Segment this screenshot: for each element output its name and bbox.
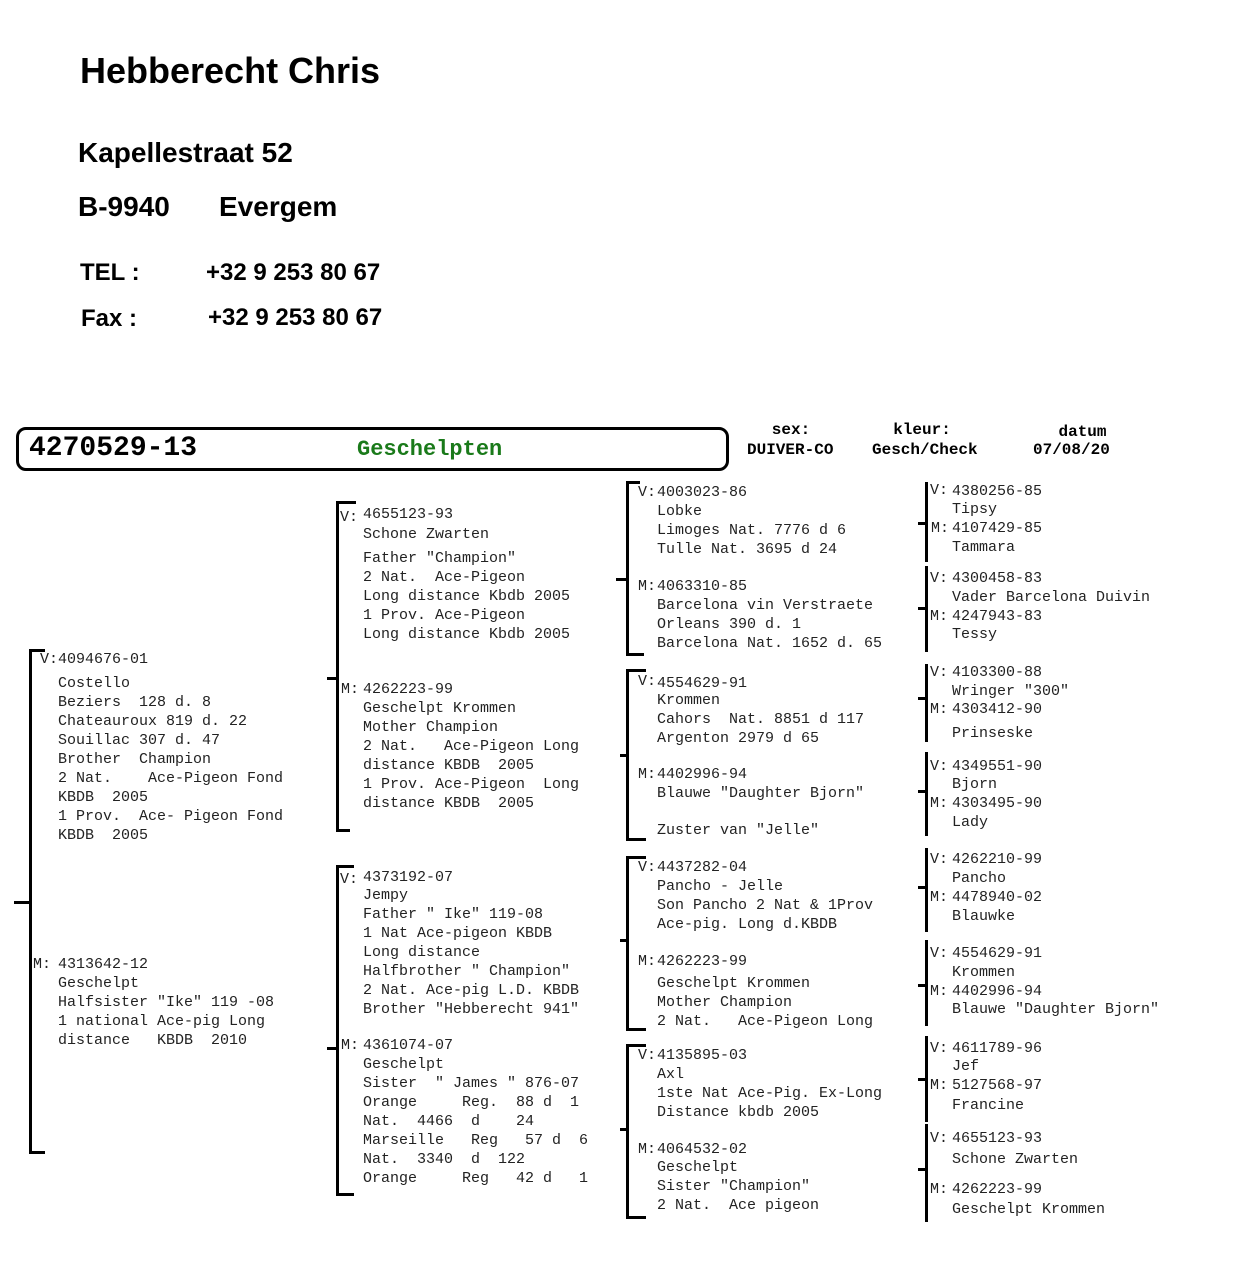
g4-15-label: M: — [930, 1181, 949, 1198]
dam-ring: 4313642-12 — [58, 956, 149, 973]
g3-5-label: M: — [638, 953, 657, 970]
sire-ring: 4094676-01 — [58, 651, 149, 668]
g3-3-ring: 4402996-94 — [657, 766, 748, 783]
g3-0-label: V: — [638, 484, 657, 501]
g4-9-name: Blauwke — [952, 908, 1016, 925]
bracket-gen4-6 — [925, 940, 928, 1026]
dam-text: Geschelpt Halfsister "Ike" 119 -08 1 national Ace-pig Long distance KBDB 2010 — [58, 975, 275, 1049]
bracket-gen4-5 — [925, 848, 928, 932]
bracket-gen3-3 — [626, 856, 629, 1031]
g4-6-name: Bjorn — [952, 776, 998, 793]
g4-1-name: Tammara — [952, 539, 1016, 556]
sire-label: V: — [40, 651, 59, 668]
ss-label: V: — [340, 509, 359, 526]
fax-label: Fax : — [81, 305, 138, 332]
dd-ring: 4361074-07 — [363, 1037, 454, 1054]
color-value: Gesch/Check — [872, 441, 978, 459]
bracket-gen4-8 — [925, 1124, 928, 1222]
g4-9-ring: 4478940-02 — [952, 889, 1043, 906]
g4-12-ring: 4611789-96 — [952, 1040, 1043, 1057]
g3-3-text: Blauwe "Daughter Bjorn" — [657, 785, 865, 802]
g4-1-label: M: — [931, 520, 950, 537]
g4-11-label: M: — [930, 983, 949, 1000]
g4-13-name: Francine — [952, 1097, 1025, 1114]
g3-2-text: Krommen Cahors Nat. 8851 d 117 Argenton 2979 d 65 — [657, 692, 865, 747]
g4-7-ring: 4303495-90 — [952, 795, 1043, 812]
g4-10-ring: 4554629-91 — [952, 945, 1043, 962]
g3-1-text: Barcelona vin Verstraete Orleans 390 d. 1 Barcelona Nat. 1652 d. 65 — [657, 597, 883, 652]
fax-number: +32 9 253 80 67 — [208, 304, 383, 331]
g4-10-label: V: — [930, 945, 949, 962]
ss-text: Father "Champion" 2 Nat. Ace-Pigeon Long distance Kbdb 2005 1 Prov. Ace-Pigeon Long distance Kbdb 2005 — [363, 550, 571, 643]
g4-0-label: V: — [930, 482, 949, 499]
g4-0-ring: 4380256-85 — [952, 483, 1043, 500]
g4-15-name: Geschelpt Krommen — [952, 1201, 1106, 1218]
g4-3-label: M: — [930, 608, 949, 625]
dam-label: M: — [33, 956, 52, 973]
g4-5-ring: 4303412-90 — [952, 701, 1043, 718]
g3-7-label: M: — [638, 1141, 657, 1158]
g4-4-name: Wringer "300" — [952, 683, 1070, 700]
sd-text: Geschelpt Krommen Mother Champion 2 Nat. Ace-Pigeon Long distance KBDB 2005 1 Prov. Ace-Pigeon Long distance KBDB 2005 — [363, 700, 580, 812]
g4-8-ring: 4262210-99 — [952, 851, 1043, 868]
g3-0-ring: 4003023-86 — [657, 484, 748, 501]
g4-14-name: Schone Zwarten — [952, 1151, 1079, 1168]
date-label: datum — [1058, 423, 1107, 441]
g4-15-ring: 4262223-99 — [952, 1181, 1043, 1198]
dd-label: M: — [341, 1037, 360, 1054]
owner-street: Kapellestraat 52 — [78, 137, 293, 168]
g4-5-name: Prinseske — [952, 725, 1034, 742]
bracket-gen2-dam — [336, 865, 339, 1196]
g4-13-label: M: — [930, 1077, 949, 1094]
g3-2-ring: 4554629-91 — [657, 675, 748, 692]
g3-1-ring: 4063310-85 — [657, 578, 748, 595]
g4-11-name: Blauwe "Daughter Bjorn" — [952, 1001, 1160, 1018]
ss-name: Schone Zwarten — [363, 526, 490, 543]
g3-2-label: V: — [638, 673, 657, 690]
ds-ring: 4373192-07 — [363, 869, 454, 886]
bracket-gen3-4 — [626, 1044, 629, 1219]
bracket-gen2-sire — [336, 501, 339, 832]
g4-12-label: V: — [930, 1040, 949, 1057]
g4-2-ring: 4300458-83 — [952, 570, 1043, 587]
owner-city: Evergem — [219, 191, 338, 222]
ss-ring: 4655123-93 — [363, 506, 454, 523]
g4-1-ring: 4107429-85 — [952, 520, 1043, 537]
g3-6-ring: 4135895-03 — [657, 1047, 748, 1064]
g4-11-ring: 4402996-94 — [952, 983, 1043, 1000]
g3-6-label: V: — [638, 1047, 657, 1064]
g4-8-name: Pancho — [952, 870, 1007, 887]
sex-value: DUIVER-CO — [747, 441, 834, 459]
g3-7-text: Geschelpt Sister "Champion" 2 Nat. Ace pigeon — [657, 1159, 820, 1214]
bracket-gen4-4 — [925, 752, 928, 836]
g4-4-label: V: — [930, 664, 949, 681]
g4-2-label: V: — [930, 570, 949, 587]
g3-1-label: M: — [638, 578, 657, 595]
g3-6-text: Axl 1ste Nat Ace-Pig. Ex-Long Distance kbdb 2005 — [657, 1066, 883, 1121]
tel-label: TEL : — [80, 259, 140, 286]
g4-5-label: M: — [930, 701, 949, 718]
g4-10-name: Krommen — [952, 964, 1016, 981]
g4-7-label: M: — [930, 795, 949, 812]
g3-4-label: V: — [638, 859, 657, 876]
pigeon-ring: 4270529-13 — [29, 433, 198, 464]
g3-5-ring: 4262223-99 — [657, 953, 748, 970]
g3-3-label: M: — [638, 766, 657, 783]
g4-9-label: M: — [930, 889, 949, 906]
owner-postcode: B-9940 — [78, 191, 170, 222]
g4-8-label: V: — [930, 851, 949, 868]
sd-label: M: — [341, 681, 360, 698]
tel-number: +32 9 253 80 67 — [206, 259, 381, 286]
g4-6-label: V: — [930, 758, 949, 775]
g4-14-label: V: — [930, 1130, 949, 1147]
g4-13-ring: 5127568-97 — [952, 1077, 1043, 1094]
g3-5-text: Geschelpt Krommen Mother Champion 2 Nat. Ace-Pigeon Long — [657, 975, 874, 1030]
g4-3-name: Tessy — [952, 626, 998, 643]
g4-12-name: Jef — [952, 1058, 980, 1075]
g3-4-ring: 4437282-04 — [657, 859, 748, 876]
owner-name: Hebberecht Chris — [80, 50, 381, 91]
sex-label: sex: — [771, 421, 811, 439]
ds-text: Jempy Father " Ike" 119-08 1 Nat Ace-pigeon KBDB Long distance Halfbrother " Champion" 2 Nat. Ace-pig L.D. KBDB Brother "Hebberecht 941" — [363, 887, 580, 1018]
g4-0-name: Tipsy — [952, 501, 998, 518]
ds-label: V: — [340, 871, 359, 888]
g3-4-text: Pancho - Jelle Son Pancho 2 Nat & 1Prov Ace-pig. Long d.KBDB — [657, 878, 874, 933]
color-label: kleur: — [893, 421, 951, 439]
pigeon-name: Geschelpten — [357, 437, 503, 462]
g3-3-text2: Zuster van "Jelle" — [657, 822, 820, 839]
g3-0-text: Lobke Limoges Nat. 7776 d 6 Tulle Nat. 3695 d 24 — [657, 503, 847, 558]
sd-ring: 4262223-99 — [363, 681, 454, 698]
g4-4-ring: 4103300-88 — [952, 664, 1043, 681]
g4-6-ring: 4349551-90 — [952, 758, 1043, 775]
g4-2-name: Vader Barcelona Duivin — [952, 589, 1151, 606]
g4-14-ring: 4655123-93 — [952, 1130, 1043, 1147]
g3-7-ring: 4064532-02 — [657, 1141, 748, 1158]
bracket-gen3-1 — [626, 481, 629, 656]
bracket-gen4-3 — [925, 664, 928, 742]
g4-3-ring: 4247943-83 — [952, 608, 1043, 625]
g4-7-name: Lady — [952, 814, 989, 831]
dd-text: Geschelpt Sister " James " 876-07 Orange Reg. 88 d 1 Nat. 4466 d 24 Marseille Reg 57 d 6 Nat. 3340 d 122 Orange Reg 42 d 1 — [363, 1056, 589, 1187]
date-value: 07/08/20 — [1033, 441, 1110, 459]
sire-text: Costello Beziers 128 d. 8 Chateauroux 819 d. 22 Souillac 307 d. 47 Brother Champion 2 Nat. Ace-Pigeon Fond KBDB 2005 1 Prov. Ace- Pigeon Fond KBDB 2005 — [58, 675, 284, 844]
